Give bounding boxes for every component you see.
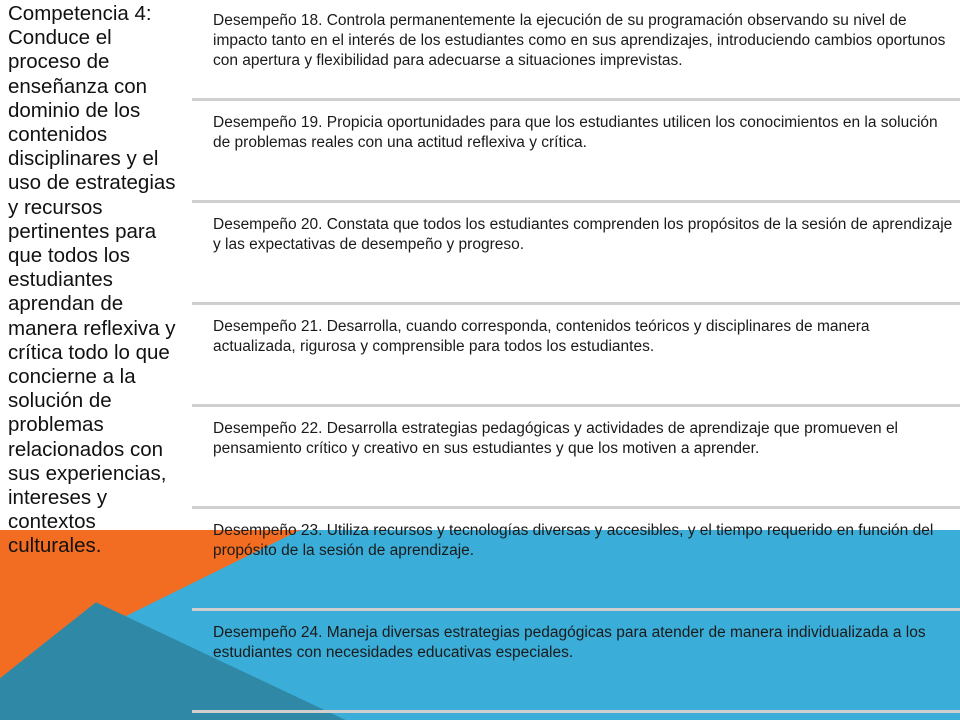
performance-row-19 [192, 102, 960, 203]
performance-text: Desempeño 19. Propicia oportunidades para que los estudiantes utilicen los conocimientos en la solución de problemas reales con una actitud reflexiva y crítica. [213, 114, 938, 151]
performance-row-20 [192, 204, 960, 305]
performance-text: Desempeño 21. Desarrolla, cuando corresponda, contenidos teóricos y disciplinares de manera actualizada, rigurosa y comprensible para todos los estudiantes. [213, 318, 870, 355]
performance-text: Desempeño 22. Desarrolla estrategias pedagógicas y actividades de aprendizaje que promueven el pensamiento crítico y creativo en sus estudiantes y que los motiven a aprender. [213, 420, 899, 457]
performance-row-22 [192, 408, 960, 509]
performance-table [192, 0, 960, 720]
performance-row-23 [192, 510, 960, 611]
performance-row-24 [192, 612, 960, 713]
performance-row-18 [192, 0, 960, 101]
performance-text: Desempeño 20. Constata que todos los estudiantes comprenden los propósitos de la sesión de aprendizaje y las expectativas de desempeño y progreso. [213, 216, 953, 253]
performance-row-21 [192, 306, 960, 407]
performance-text: Desempeño 23. Utiliza recursos y tecnologías diversas y accesibles, y el tiempo requerido en función del propósito de la sesión de aprendizaje. [213, 522, 934, 559]
performance-text: Desempeño 18. Controla permanentemente la ejecución de su programación observando su nivel de impacto tanto en el interés de los estudiantes como en sus aprendizajes, introduciendo cambios oportunos con apertura y flexibilidad para adecuarse a situaciones imprevistas. [213, 12, 946, 69]
performance-text: Desempeño 24. Maneja diversas estrategias pedagógicas para atender de manera individualizada a los estudiantes con necesidades educativas especiales. [213, 624, 926, 661]
competency-title: Competencia 4: Conduce el proceso de enseñanza con dominio de los contenidos disciplinares y el uso de estrategias y recursos pertinentes para que todos los estudiantes aprendan de manera reflexiva y crítica todo lo que concierne a la solución de problemas relacionados con sus experiencias, intereses y contextos culturales. [8, 2, 176, 558]
